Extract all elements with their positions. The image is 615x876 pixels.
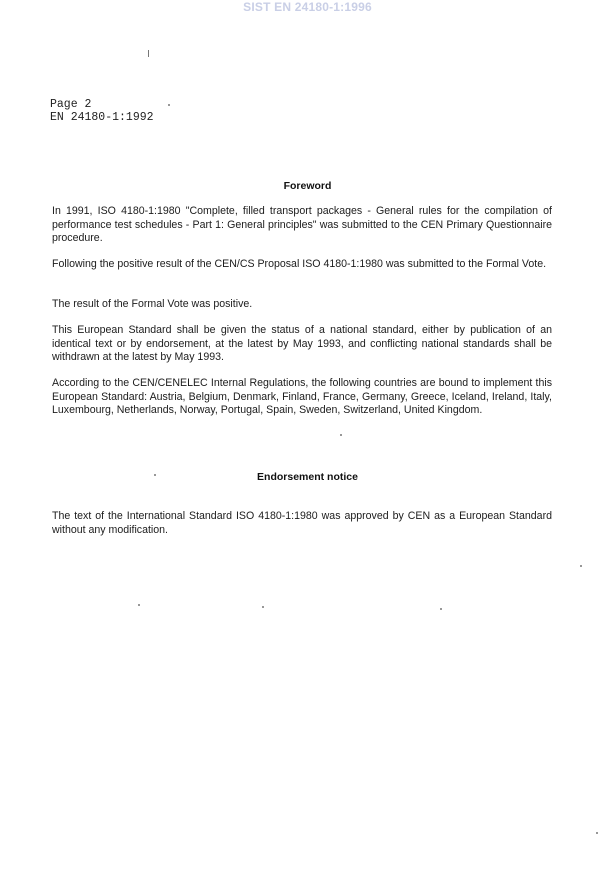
scan-speck	[340, 434, 342, 436]
foreword-heading: Foreword	[283, 180, 332, 192]
standard-reference: EN 24180-1:1992	[50, 111, 154, 124]
watermark: SIST EN 24180-1:1996	[243, 0, 372, 14]
foreword-paragraph-2: Following the positive result of the CEN/CS Proposal ISO 4180-1:1980 was submitted to the Formal Vote.	[52, 258, 547, 270]
endorsement-heading: Endorsement notice	[257, 471, 358, 483]
scan-speck	[440, 608, 442, 610]
scan-speck	[596, 832, 598, 834]
page-header	[50, 98, 154, 124]
foreword-paragraph-5: According to the CEN/CENELEC Internal Regulations, the following countries are bound to implement this European Standard: Austria, Belgium, Denmark, Finland, France, Germany, Greece, Iceland, Ireland, Italy, Luxembourg, Netherlands, Norway, Portugal, Spain, Sweden, Switzerland, United Kingdom.	[52, 377, 552, 417]
scan-speck	[580, 565, 582, 567]
scan-speck	[148, 50, 149, 57]
endorsement-paragraph: The text of the International Standard ISO 4180-1:1980 was approved by CEN as a European Standard without any modification.	[52, 510, 552, 536]
foreword-paragraph-1: In 1991, ISO 4180-1:1980 "Complete, filled transport packages - General rules for the compilation of performance test schedules - Part 1: General principles" was submitted to the CEN Primary Questionnaire procedure.	[52, 205, 552, 245]
foreword-paragraph-4: This European Standard shall be given the status of a national standard, either by publication of an identical text or by endorsement, at the latest by May 1993, and conflicting national standards shall be withdrawn at the latest by May 1993.	[52, 324, 552, 364]
scan-speck	[138, 604, 140, 606]
scan-speck	[168, 104, 170, 106]
foreword-paragraph-3: The result of the Formal Vote was positive.	[52, 298, 253, 310]
scan-speck	[262, 606, 264, 608]
page-label: Page 2	[50, 98, 92, 111]
scan-speck	[154, 474, 156, 476]
